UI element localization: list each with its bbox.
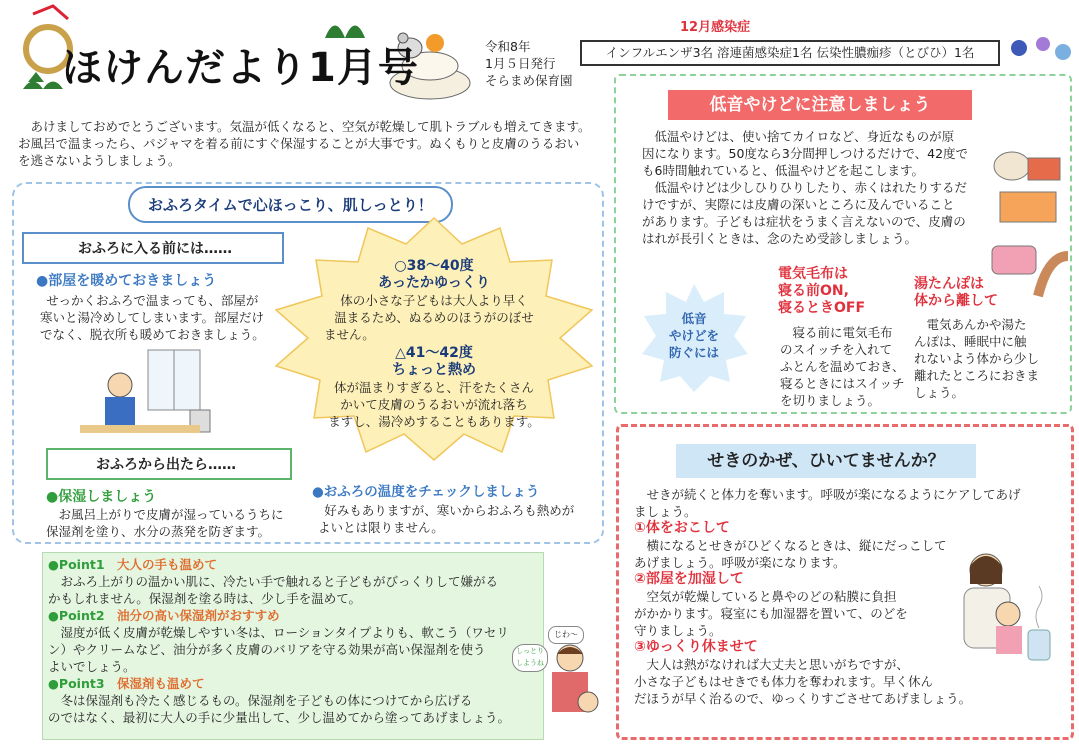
speech-bubble-moist: しっとりしようね [512, 644, 548, 672]
issue-date-block [485, 38, 573, 89]
point1-label: ●Point1 [48, 557, 105, 572]
yutan-line: 電気あんかや湯た [926, 317, 1027, 332]
cough-step1-title: ①体をおこして [634, 520, 730, 536]
check-temp-text [318, 502, 598, 536]
yutan-line: 離れたところにおきま [914, 368, 1040, 383]
yutan-title-line: 体から離して [914, 293, 998, 309]
infection-label: 12月感染症 [680, 20, 751, 35]
burn-text [642, 128, 988, 247]
star-line: 体の小さな子どもは大人より早く [340, 293, 528, 308]
intro-line: お風呂で温まったら、パジャマを着る前にすぐ保湿することが大事です。ぬくもりと皮膚のうるおい [18, 136, 580, 151]
burn-line: 低温やけどは少しひりひりしたり、赤くはれたりするだ [654, 180, 968, 195]
burn-line: はれが長引くときは、念のため受診しましょう。 [642, 231, 918, 246]
point2-line: よいでしょう。 [48, 659, 136, 674]
germ-icons [1005, 30, 1075, 70]
yutan-title-line: 湯たんぽは [914, 276, 984, 292]
cough-step1-line: 横になるとせきがひどくなるときは、縦にだっこして [646, 538, 947, 553]
blanket-line: 寝るときにはスイッチ [780, 376, 905, 391]
yutan-line: れないよう体から少し [914, 351, 1040, 366]
burn-line: けですが、実際には皮膚の深いところに及んでいること [642, 197, 955, 212]
burn-section-heading: 低音やけどに注意しましょう [668, 90, 972, 120]
warm-room-text [40, 292, 280, 343]
blanket-line: 寝る前に電気毛布 [792, 325, 893, 340]
intro-text [18, 118, 618, 169]
burn-line: 低温やけどは、使い捨てカイロなど、身近なものが原 [654, 129, 955, 144]
hot-water-bottle-foot-illustration [988, 236, 1072, 306]
moisturize-line: お風呂上がりで皮膚が湿っているうちに [58, 507, 284, 522]
point1-line: おふろ上がりの温かい肌に、冷たい手で触れると子どもがびっくりして嫌がる [60, 574, 499, 589]
issue-date: 1月５日発行 [485, 56, 556, 71]
prevent-line: 低音 [681, 311, 707, 326]
temp-range-hot: △41～42度 [395, 345, 473, 361]
cough-step3-line: 小さな子どもはせきでも体力を奪われます。早く休ん [634, 674, 934, 689]
cough-step2-title: ②部屋を加湿して [634, 571, 744, 587]
check-temp-title: ●おふろの温度をチェックしましょう [312, 484, 540, 500]
burn-line: があります。子どもは症状をうまく言えないので、皮膚の [642, 214, 966, 229]
blanket-line: のスイッチを入れて [780, 342, 893, 357]
after-bath-label [46, 448, 292, 480]
hot-water-bottle-text [914, 316, 1064, 401]
starburst-content [316, 258, 552, 430]
prevent-line: やけどを [668, 328, 719, 343]
star-line: 温まるため、ぬるめのほうがのぼせ [334, 310, 534, 325]
bath-section-heading: おふろタイムで心ほっこり、肌しっとり！ [128, 186, 453, 223]
cough-step2-line: 守りましょう。 [634, 623, 722, 638]
temp-range-warm: ○38～40度 [394, 258, 474, 274]
cough-line: ましょう。 [634, 504, 697, 519]
cough-step3-line: 大人は熱がなければ大丈夫と思いがちですが、 [646, 657, 909, 672]
parent-child-lotion-illustration [540, 640, 610, 730]
prevent-line: 防ぐには [668, 345, 719, 360]
star-line: 体が温まりすぎると、汗をたくさん [333, 380, 534, 395]
star-line: かいて皮膚のうるおいが流れ落ち [340, 397, 528, 412]
point3-label: ●Point3 [48, 676, 105, 691]
cough-step3-title: ③ゆっくり休ませて [634, 639, 758, 655]
point3-title: 保湿剤も温めて [117, 676, 205, 691]
electric-blanket-title [778, 266, 865, 317]
child-dressing-room-illustration [60, 345, 220, 440]
point2-line: 湿度が低く皮膚が乾燥しやすい冬は、ローションタイプよりも、軟こう（ワセリ [60, 625, 509, 640]
point1-title: 大人の手も温めて [117, 557, 218, 572]
speech-bubble-jiwa: じわ〜 [548, 626, 584, 644]
before-bath-text: おふろに入る前には…… [78, 241, 232, 257]
cough-step3-line: だほうが早く治るので、ゆっくりすごさせてあげましょう。 [634, 691, 972, 706]
moisturize-text [46, 506, 316, 540]
point2-line: ン）やクリームなど、油分が多く皮膚のバリアを守る効果が高い保湿剤を使う [48, 642, 486, 657]
warm-room-line: せっかくおふろで温まっても、部屋が [46, 293, 259, 308]
yutan-line: んぽは、睡眠中に触 [914, 334, 1027, 349]
page-title: ほけんだより1月号 [62, 45, 419, 91]
after-bath-text: おふろから出たら…… [96, 457, 236, 473]
point3-line: 冬は保湿剤も冷たく感じるもの。保湿剤を子どもの体につけてから広げる [60, 693, 473, 708]
mother-holding-child-illustration [950, 548, 1060, 670]
point2-title: 油分の高い保湿剤がおすすめ [117, 608, 280, 623]
point3-line: のではなく、最初に大人の手に少量出して、少し温めてから塗ってあげましょう。 [48, 710, 511, 725]
infection-report: インフルエンザ3名 溶連菌感染症1名 伝染性膿痂疹（とびひ）1名 [580, 40, 1000, 66]
heating-pad-kairo-illustration [990, 136, 1070, 232]
burn-line: 因になります。50度なら3分間押しつけるだけで、42度で [642, 146, 969, 161]
nursery-name: そらまめ保育園 [485, 73, 573, 88]
cough-step1-line: あげましょう。呼吸が楽になります。 [634, 555, 846, 570]
blanket-title-line: 寝るときOFF [778, 300, 866, 316]
check-temp-line: よいとは限りません。 [318, 520, 444, 535]
cough-section-heading: せきのかぜ、ひいてませんか？ [676, 444, 976, 478]
before-bath-label [22, 232, 284, 264]
blanket-line: を切りましょう。 [780, 393, 881, 408]
point1-line: かもしれません。保湿剤を塗る時は、少し手を温めて。 [48, 591, 362, 606]
blanket-title-line: 寝る前ON, [778, 283, 849, 299]
cough-line: せきが続くと体力を奪います。呼吸が楽になるようにケアしてあげ [646, 487, 1021, 502]
electric-blanket-text [780, 324, 910, 409]
warm-room-line: でなく、脱衣所も暖めておきましょう。 [40, 327, 265, 342]
yutan-line: しょう。 [914, 385, 965, 400]
prevent-burn-badge [638, 282, 750, 394]
cough-step2-line: 空気が乾燥していると鼻やのどの粘膜に負担 [646, 589, 897, 604]
cough-step2-line: がかかります。寝室にも加湿器を置いて、のどを [634, 606, 908, 621]
warm-room-line: 寒いと湯冷めしてしまいます。部屋だけ [40, 310, 265, 325]
star-line: ますし、湯冷めすることもあります。 [328, 414, 540, 429]
moisturize-title: ●保湿しましょう [46, 489, 157, 505]
points-content [48, 556, 544, 726]
burn-line: も6時間触れていると、低温やけどを起こします。 [642, 163, 924, 178]
era-year: 令和8年 [485, 39, 531, 54]
blanket-title-line: 電気毛布は [778, 266, 848, 282]
blanket-line: ふとんを温めておき、 [780, 359, 905, 374]
prevent-burn-label [638, 310, 750, 361]
check-temp-line: 好みもありますが、寒いからおふろも熱めが [324, 503, 575, 518]
temp-warm-label: あったかゆっくり [378, 275, 490, 291]
intro-line: あけましておめでとうございます。気温が低くなると、空気が乾燥して肌トラブルも増えてきます。 [30, 119, 591, 134]
star-line: ません。 [324, 327, 375, 342]
temp-hot-label: ちょっと熱め [392, 362, 476, 378]
point2-label: ●Point2 [48, 608, 105, 623]
warm-room-title: ●部屋を暖めておきましょう [36, 273, 217, 289]
moisturize-line: 保湿剤を塗り、水分の蒸発を防ぎます。 [46, 524, 271, 539]
hot-water-bottle-title [914, 276, 998, 310]
intro-line: を逃さないようしましょう。 [18, 153, 181, 168]
